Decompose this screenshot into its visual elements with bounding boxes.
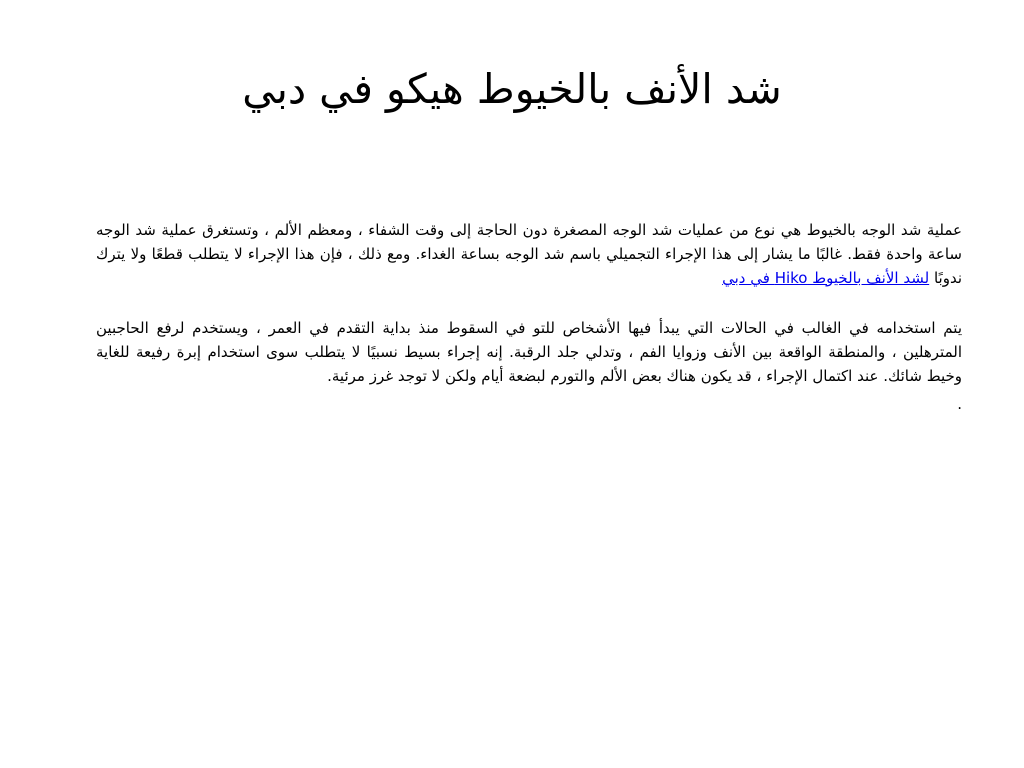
paragraph-usage: يتم استخدامه في الغالب في الحالات التي يبدأ فيها الأشخاص للتو في السقوط منذ بداية التقدم في العمر ، ويستخدم لرفع الحاجبين المترهلين ، والمنطقة الواقعة بين الأنف وزوايا الفم ، وتدلي جلد الرقبة. إنه إجراء بسيط نسبيًا لا يتطلب سوى استخدام إبرة رفيعة للغاية وخيط شائك. عند اكتمال الإجراء ، قد يكون هناك بعض الألم والتورم لبضعة أيام ولكن لا توجد غرز مرئية. — [96, 319, 962, 385]
nose-thread-lift-link[interactable]: لشد الأنف بالخيوط Hiko في دبي — [722, 269, 930, 287]
trailing-dot: . — [957, 395, 962, 413]
paragraph-intro — [96, 218, 962, 290]
page-title: شد الأنف بالخيوط هيكو في دبي — [242, 65, 782, 113]
paragraph-intro-text: عملية شد الوجه بالخيوط هي نوع من عمليات شد الوجه المصغرة دون الحاجة إلى وقت الشفاء ، ومعظم الألم ، وتستغرق عملية شد الوجه ساعة واحدة فقط. غالبًا ما يشار إلى هذا الإجراء التجميلي باسم شد الوجه بساعة الغداء. ومع ذلك ، فإن هذا الإجراء لا يتطلب قطعًا ولا يترك ندوبًا — [96, 221, 962, 287]
body-text — [96, 218, 962, 416]
